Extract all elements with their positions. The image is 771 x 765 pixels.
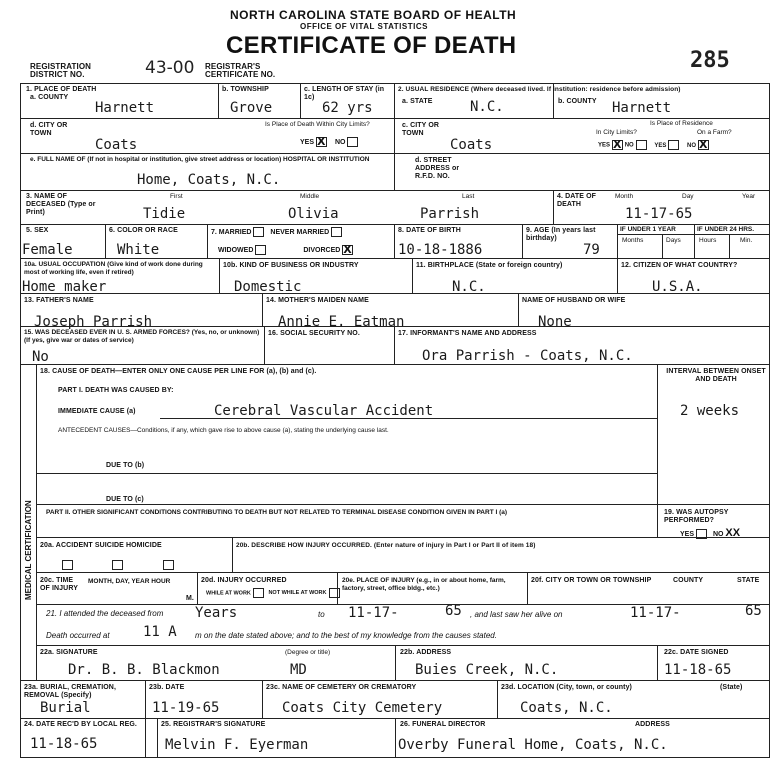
no-label: NO [334, 138, 346, 146]
interval-value: 2 weeks [680, 403, 740, 419]
hours-label: Hours [699, 237, 717, 244]
street-label: d. STREET ADDRESS or R.F.D. NO. [415, 157, 460, 180]
registrar-sig-label: 25. REGISTRAR'S SIGNATURE [161, 721, 266, 728]
death-county: Harnett [95, 100, 155, 116]
death-township: Grove [230, 100, 273, 116]
res-city-no-checkbox[interactable] [636, 140, 647, 150]
birthplace-label: 11. BIRTHPLACE (State or foreign country) [416, 262, 563, 269]
office-name: OFFICE OF VITAL STATISTICS [300, 22, 428, 31]
res-city-yes-checkbox[interactable]: X [613, 138, 622, 151]
within-limits-yes-checkbox[interactable]: X [317, 135, 326, 148]
father-value: Joseph Parrish [34, 314, 153, 330]
first-label: First [170, 193, 183, 200]
to-label: to [318, 610, 325, 619]
signer-address: Buies Creek, N.C. [415, 662, 559, 678]
no-label: NO [687, 142, 697, 149]
never-married-checkbox[interactable] [331, 227, 342, 237]
deceased-name-label: 3. NAME OF DECEASED (Type or Print) [26, 193, 96, 216]
injury-desc-label: 20b. DESCRIBE HOW INJURY OCCURRED. (Enter nature of injury in Part I or Part II of item 18) [236, 542, 536, 549]
time-injury-label: 20c. TIME OF INJURY [40, 577, 78, 592]
county-label: a. COUNTY [30, 94, 69, 101]
date-signed: 11-18-65 [664, 662, 732, 678]
ssn-label: 16. SOCIAL SECURITY NO. [268, 330, 360, 337]
within-limits-no-checkbox[interactable] [347, 137, 358, 147]
occurred-post: m on the date stated above; and to the best of my knowledge from the causes stated. [195, 631, 497, 640]
under-24-hrs-label: IF UNDER 24 HRS. [697, 226, 755, 233]
death-city: Coats [95, 137, 138, 153]
within-limits-label: Is Place of Death Within City Limits? [265, 121, 370, 128]
injury-work-label: 20d. INJURY OCCURRED [201, 577, 287, 584]
suicide-checkbox[interactable] [112, 560, 123, 570]
divorced-checkbox[interactable]: X [343, 243, 352, 256]
spouse-value: None [538, 314, 572, 330]
degree-label: (Degree or title) [285, 649, 331, 656]
certificate-number: 285 [690, 48, 730, 73]
immediate-cause: Cerebral Vascular Accident [214, 403, 434, 419]
accident-label: 20a. ACCIDENT SUICIDE HOMICIDE [40, 542, 162, 549]
due-to-c-label: DUE TO (c) [106, 496, 144, 503]
last-saw-label: , and last saw her alive on [470, 610, 563, 619]
registrar-cert-label: REGISTRAR'S CERTIFICATE NO. [205, 62, 276, 79]
months-label: Months [622, 237, 644, 244]
date-signed-label: 22c. DATE SIGNED [664, 649, 729, 656]
recd-label: 24. DATE REC'D BY LOCAL REG. [24, 721, 137, 728]
res-city-label: c. CITY OR TOWN [402, 122, 440, 137]
sex-value: Female [22, 242, 73, 258]
cemetery-name: Coats City Cemetery [282, 700, 443, 716]
armed-value: No [32, 349, 49, 365]
business-value: Domestic [234, 279, 302, 295]
board-name: NORTH CAROLINA STATE BOARD OF HEALTH [230, 8, 517, 22]
funeral-director-label: 26. FUNERAL DIRECTOR [400, 721, 486, 728]
spouse-label: NAME OF HUSBAND OR WIFE [522, 297, 626, 304]
time-sub-label: MONTH, DAY, YEAR HOUR [88, 578, 171, 585]
divorced-label: DIVORCED [303, 246, 341, 254]
date-of-death-label: 4. DATE OF DEATH [557, 193, 596, 208]
place-injury-label: 20e. PLACE OF INJURY (e.g., in or about home, farm, factory, street, office bldg., etc.) [342, 577, 506, 592]
age-label: 9. AGE (In years last birthday) [526, 227, 596, 242]
yes-label: YES [680, 531, 695, 538]
alive-year: 65 [745, 603, 762, 619]
immediate-label: IMMEDIATE CAUSE (a) [58, 408, 136, 415]
attended-from: Years [195, 605, 238, 621]
medical-side-label: MEDICAL CERTIFICATION [24, 500, 33, 600]
m-label: M. [186, 595, 194, 602]
attended-to: 11-17- [348, 605, 399, 621]
widowed-label: WIDOWED [218, 246, 254, 254]
widowed-checkbox[interactable] [255, 245, 266, 255]
min-label: Min. [740, 237, 753, 244]
married-label: 7. MARRIED [211, 228, 252, 236]
recd-date: 11-18-65 [30, 736, 98, 752]
while-work-label: WHILE AT WORK [206, 590, 251, 597]
last-name: Parrish [420, 206, 480, 222]
homicide-checkbox[interactable] [163, 560, 174, 570]
color-label: 6. COLOR OR RACE [109, 227, 178, 234]
under-1-year-label: IF UNDER 1 YEAR [620, 226, 676, 233]
year-label: Year [742, 193, 756, 200]
injury-county-label: COUNTY [673, 577, 704, 584]
part2-label: PART II. OTHER SIGNIFICANT CONDITIONS CONTRIBUTING TO DEATH BUT NOT RELATED TO TERMINAL DISEASE CONDITION GIVEN IN PART I (a) [46, 509, 508, 516]
no-label: NO [624, 142, 634, 149]
burial-location-label: 23d. LOCATION (City, town, or county) [501, 684, 632, 691]
reg-district-value: 43-00 [145, 58, 195, 78]
injury-state-label: STATE [737, 577, 760, 584]
birth-label: 8. DATE OF BIRTH [398, 227, 461, 234]
autopsy-value: XX [725, 527, 741, 539]
father-label: 13. FATHER'S NAME [24, 297, 94, 304]
burial-date: 11-19-65 [152, 700, 220, 716]
middle-label: Middle [300, 193, 320, 200]
armed-label: 15. WAS DECEASED EVER IN U. S. ARMED FORCES? (Yes, no, or unknown) (If yes, give war or dates of service) [24, 329, 260, 344]
reg-district-label: REGISTRATION DISTRICT NO. [30, 62, 92, 79]
signer-name: Dr. B. B. Blackmon [68, 662, 220, 678]
burial-type-label: 23a. BURIAL, CREMATION, REMOVAL (Specify) [24, 684, 117, 699]
res-farm-yes-checkbox[interactable] [668, 140, 679, 150]
res-county-label: b. COUNTY [558, 98, 597, 105]
stay-value: 62 yrs [322, 100, 373, 116]
burial-date-label: 23b. DATE [149, 684, 185, 691]
color-value: White [117, 242, 160, 258]
no-label: NO [712, 531, 724, 538]
signature-label: 22a. SIGNATURE [40, 649, 98, 656]
residence-place-label: Is Place of Residence [650, 120, 713, 127]
yes-label: YES [598, 142, 611, 149]
page-title: CERTIFICATE OF DEATH [226, 32, 517, 59]
in-city-label: In City Limits? [596, 129, 637, 136]
res-county: Harnett [612, 100, 672, 116]
funeral-director: Overby Funeral Home, Coats, N.C. [398, 737, 668, 753]
on-farm-label: On a Farm? [697, 129, 732, 136]
first-name: Tidie [143, 206, 186, 222]
sex-label: 5. SEX [26, 227, 49, 234]
yes-label: YES [300, 138, 315, 146]
burial-location: Coats, N.C. [520, 700, 613, 716]
res-city: Coats [450, 137, 493, 153]
days-label: Days [666, 237, 681, 244]
mother-value: Annie E. Eatman [278, 314, 405, 330]
never-married-label: NEVER MARRIED [270, 228, 330, 236]
antecedent-label: ANTECEDENT CAUSES—Conditions, if any, which gave rise to above cause (a), stating the underlying cause last. [58, 427, 389, 434]
res-state-label: a. STATE [402, 98, 433, 105]
occupation-label: 10a. USUAL OCCUPATION (Give kind of work done during most of working life, even if retired) [24, 261, 203, 276]
autopsy-yes-checkbox[interactable] [696, 529, 707, 539]
not-work-checkbox[interactable] [329, 588, 340, 598]
hospital-label: e. FULL NAME OF (If not in hospital or institution, give street address or location) HOSPITAL OR INSTITUTION [30, 156, 370, 163]
birthplace-value: N.C. [452, 279, 486, 295]
cemetery-label: 23c. NAME OF CEMETERY OR CREMATORY [266, 684, 417, 691]
married-checkbox[interactable] [253, 227, 264, 237]
day-label: Day [682, 193, 694, 200]
age-value: 79 [583, 242, 600, 258]
birth-value: 10-18-1886 [398, 242, 483, 258]
accident-checkbox[interactable] [62, 560, 73, 570]
burial-state-label: (State) [720, 684, 743, 691]
funeral-address-label: ADDRESS [635, 721, 670, 728]
middle-name: Olivia [288, 206, 339, 222]
due-to-b-label: DUE TO (b) [106, 462, 145, 469]
while-work-checkbox[interactable] [253, 588, 264, 598]
attended-line [46, 609, 163, 618]
last-label: Last [462, 193, 475, 200]
citizen-value: U.S.A. [652, 279, 703, 295]
occupation-value: Home maker [22, 279, 107, 295]
alive-on: 11-17- [630, 605, 681, 621]
informant-label: 17. INFORMANT'S NAME AND ADDRESS [398, 330, 537, 337]
business-label: 10b. KIND OF BUSINESS OR INDUSTRY [223, 262, 359, 269]
city-injury-label: 20f. CITY OR TOWN OR TOWNSHIP [531, 577, 652, 584]
cause-label: 18. CAUSE OF DEATH—ENTER ONLY ONE CAUSE PER LINE FOR (a), (b) and (c). [40, 368, 317, 375]
city-label: d. CITY OR TOWN [30, 122, 68, 137]
autopsy-label: 19. WAS AUTOPSY PERFORMED? [664, 509, 729, 524]
informant-value: Ora Parrish - Coats, N.C. [422, 348, 633, 364]
place-of-death-label: 1. PLACE OF DEATH [26, 86, 97, 93]
date-of-death: 11-17-65 [625, 206, 693, 222]
interval-label: INTERVAL BETWEEN ONSET AND DEATH [666, 368, 766, 383]
residence-label: 2. USUAL RESIDENCE (Where deceased lived. If institution: residence before admission) [398, 86, 681, 93]
occurred-pre: Death occurred at [46, 631, 110, 640]
part1-label: PART I. DEATH WAS CAUSED BY: [58, 387, 174, 394]
signer-degree: MD [290, 662, 307, 678]
mother-label: 14. MOTHER'S MAIDEN NAME [266, 297, 369, 304]
res-farm-no-checkbox[interactable]: X [699, 138, 708, 151]
burial-type: Burial [40, 700, 91, 716]
address-label: 22b. ADDRESS [400, 649, 452, 656]
attended-year: 65 [445, 603, 462, 619]
yes-label: YES [654, 142, 667, 149]
registrar-name: Melvin F. Eyerman [165, 737, 309, 753]
citizen-label: 12. CITIZEN OF WHAT COUNTRY? [621, 262, 738, 269]
township-label: b. TOWNSHIP [222, 86, 269, 93]
not-work-label: NOT WHILE AT WORK [268, 590, 327, 597]
stay-label: c. LENGTH OF STAY (in 1c) [304, 86, 385, 101]
res-state: N.C. [470, 99, 504, 115]
month-label: Month [615, 193, 634, 200]
attended-pre: 21. I attended the deceased from [46, 609, 164, 618]
occurred-at: 11 A [143, 624, 177, 640]
hospital-value: Home, Coats, N.C. [137, 172, 281, 188]
